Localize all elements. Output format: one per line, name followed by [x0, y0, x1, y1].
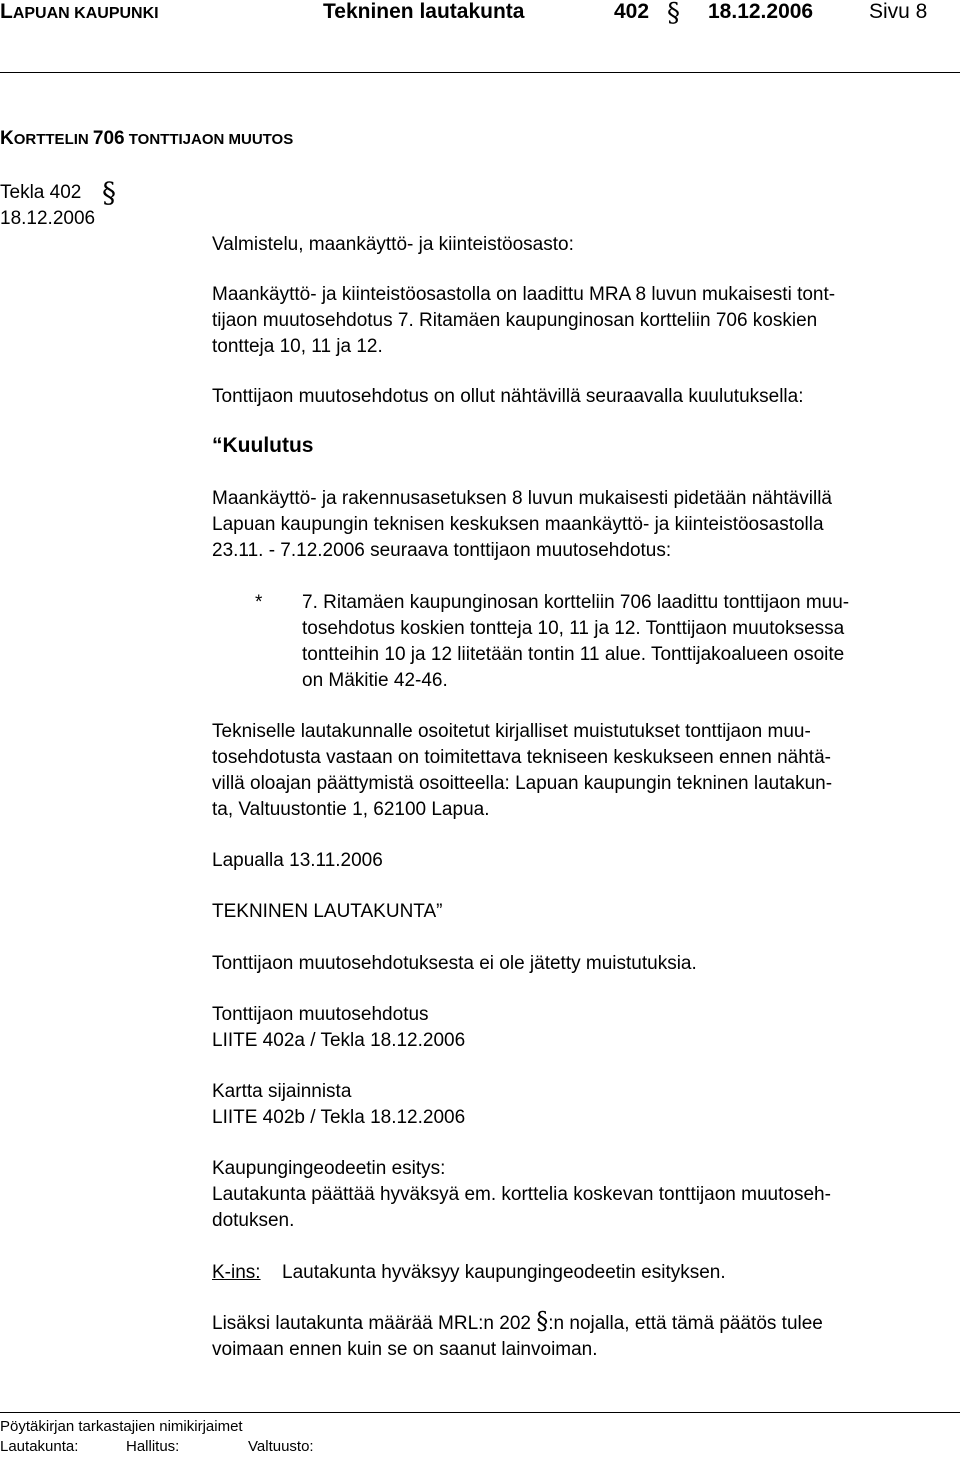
paragraph-line: villä oloajan päättymistä osoitteella: Lapuan kaupungin tekninen lautakun-	[212, 773, 833, 794]
paragraph-line: 23.11. - 7.12.2006 seuraava tonttijaon muutosehdotus:	[212, 540, 672, 561]
place-date: Lapualla 13.11.2006	[212, 850, 383, 871]
proposal-label: Kaupungingeodeetin esitys:	[212, 1158, 446, 1179]
paragraph-line: tijaon muutosehdotus 7. Ritamäen kaupunginosan kortteliin 706 koskien	[212, 310, 818, 331]
paragraph-line: Tekniselle lautakunnalle osoitetut kirjalliset muistutukset tonttijaon muu-	[212, 721, 811, 742]
header-meeting: 402	[614, 0, 650, 23]
proposal-line: Lautakunta päättää hyväksyä em. korttelia koskevan tonttijaon muutoseh-	[212, 1184, 831, 1205]
announcement-heading: “Kuulutus	[212, 434, 314, 457]
footer-valtuusto: Valtuusto:	[248, 1438, 314, 1455]
preparation-heading: Valmistelu, maankäyttö- ja kiinteistöosasto:	[212, 234, 574, 255]
attachment-title: Kartta sijainnista	[212, 1081, 352, 1102]
reference-date: 18.12.2006	[0, 208, 96, 229]
bullet-line: on Mäkitie 42-46.	[302, 670, 448, 691]
paragraph-line: Tonttijaon muutosehdotus on ollut nähtävillä seuraavalla kuulutuksella:	[212, 386, 804, 407]
header-board: Tekninen lautakunta	[323, 0, 525, 23]
paragraph-line: Lapuan kaupungin teknisen keskuksen maankäyttö- ja kiinteistöosastolla	[212, 514, 824, 535]
section-symbol: §	[536, 1307, 549, 1335]
bullet-marker: *	[255, 592, 263, 613]
kins-text: Lautakunta hyväksyy kaupungingeodeetin esityksen.	[282, 1262, 726, 1283]
footer-rule	[0, 1412, 960, 1413]
header-page: Sivu 8	[869, 0, 928, 23]
paragraph-line: Tonttijaon muutosehdotuksesta ei ole jätetty muistutuksia.	[212, 953, 697, 974]
section-symbol: §	[667, 0, 680, 28]
paragraph-line: tontteja 10, 11 ja 12.	[212, 336, 383, 357]
section-title: KORTTELIN 706 TONTTIJAON MUUTOS	[0, 128, 294, 149]
paragraph-line: Maankäyttö- ja kiinteistöosastolla on laadittu MRA 8 luvun mukaisesti tont-	[212, 284, 836, 305]
attachment-ref: LIITE 402b / Tekla 18.12.2006	[212, 1107, 466, 1128]
footer-initials: Pöytäkirjan tarkastajien nimikirjaimet	[0, 1418, 243, 1435]
attachment-ref: LIITE 402a / Tekla 18.12.2006	[212, 1030, 466, 1051]
section-symbol: §	[102, 176, 116, 209]
header-date: 18.12.2006	[708, 0, 814, 23]
paragraph-line: Maankäyttö- ja rakennusasetuksen 8 luvun mukaisesti pidetään nähtävillä	[212, 488, 832, 509]
paragraph-line: voimaan ennen kuin se on saanut lainvoiman.	[212, 1339, 598, 1360]
bullet-line: tosehdotus koskien tontteja 10, 11 ja 12. Tonttijaon muutoksessa	[302, 618, 845, 639]
paragraph-line: ta, Valtuustontie 1, 62100 Lapua.	[212, 799, 490, 820]
reference-meeting: Tekla 402	[0, 182, 82, 203]
attachment-title: Tonttijaon muutosehdotus	[212, 1004, 429, 1025]
header-org: LAPUAN KAUPUNKI	[0, 0, 159, 23]
paragraph-line: Lisäksi lautakunta määrää MRL:n 202 §:n nojalla, että tämä päätös tulee	[212, 1307, 823, 1335]
header-rule	[0, 72, 960, 73]
bullet-line: tontteihin 10 ja 12 liitetään tontin 11 alue. Tonttijakoalueen osoite	[302, 644, 845, 665]
proposal-line: dotuksen.	[212, 1210, 295, 1231]
bullet-line: 7. Ritamäen kaupunginosan kortteliin 706 laadittu tonttijaon muu-	[302, 592, 850, 613]
footer-lautakunta: Lautakunta:	[0, 1438, 79, 1455]
signature: TEKNINEN LAUTAKUNTA”	[212, 901, 443, 922]
paragraph-line: tosehdotusta vastaan on toimitettava tekniseen keskukseen ennen nähtä-	[212, 747, 831, 768]
kins-label: K-ins:	[212, 1262, 261, 1283]
footer-hallitus: Hallitus:	[126, 1438, 180, 1455]
